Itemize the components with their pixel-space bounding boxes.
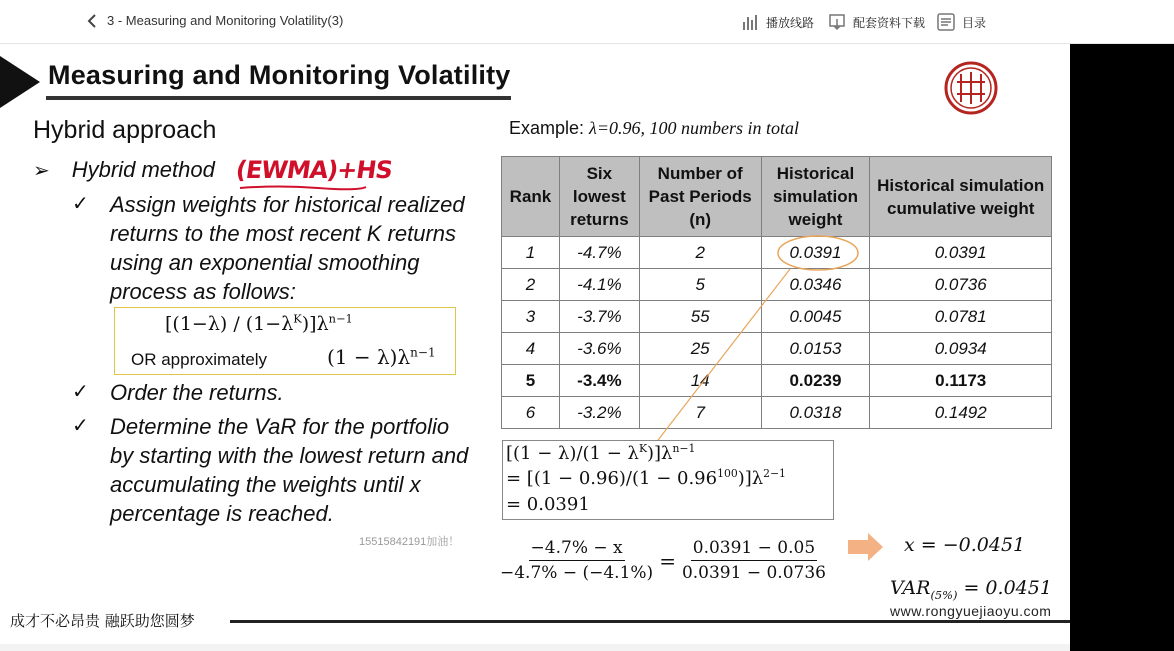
approx-formula: $(1 - \lambda)\lambda^{n-1}$ xyxy=(327,345,436,369)
brand-seal-icon xyxy=(943,60,999,116)
cell-rank: 2 xyxy=(502,269,560,301)
download-materials-button[interactable] xyxy=(827,10,925,34)
interpolation-equation: $\frac{-4.7\% - x}{-4.7\% - (-4.1\%)}$ = $\frac{0.0391 - 0.05}{0.0391 - 0.0736}$ xyxy=(500,538,826,583)
weight-formula: $[(1-\lambda) / (1-\lambda^K)]\lambda^{n-1}$ xyxy=(165,311,353,335)
cell-rank: 4 xyxy=(502,333,560,365)
main-bullet xyxy=(33,157,215,183)
bottom-strip xyxy=(0,644,1070,651)
arrow-bullet-icon: ➢ xyxy=(33,159,50,182)
check-icon: ✓ xyxy=(72,193,89,215)
check-icon: ✓ xyxy=(72,415,89,437)
signal-bars-icon xyxy=(742,13,760,31)
title-arrow-icon xyxy=(0,56,42,108)
slide-title: Measuring and Monitoring Volatility xyxy=(48,60,511,90)
table-header-row xyxy=(502,157,1052,237)
calc-line-substituted: = $[(1 - 0.96)/(1 - 0.96^{100})]\lambda^{2-1}$ xyxy=(506,467,786,489)
download-label: 配套资料下载 xyxy=(853,15,926,30)
cell-weight: 0.0239 xyxy=(761,365,870,397)
back-chevron-icon[interactable] xyxy=(84,11,102,31)
cell-cum-weight: 0.0934 xyxy=(870,333,1052,365)
check-item-text: Order the returns. xyxy=(110,380,284,405)
cell-cum-weight: 0.1492 xyxy=(870,397,1052,429)
or-approximately-label: OR approximately xyxy=(131,350,268,369)
cell-rank: 3 xyxy=(502,301,560,333)
cell-cum-weight: 0.0781 xyxy=(870,301,1052,333)
cell-return: -3.7% xyxy=(559,301,639,333)
cell-weight: 0.0346 xyxy=(761,269,870,301)
cell-periods: 5 xyxy=(639,269,761,301)
video-side-panel xyxy=(1070,44,1174,651)
cell-periods: 14 xyxy=(639,365,761,397)
top-bar xyxy=(0,0,1174,44)
cell-rank: 1 xyxy=(502,237,560,269)
cell-weight: 0.0153 xyxy=(761,333,870,365)
list-icon xyxy=(936,12,956,32)
left-fraction: $\frac{-4.7\% - x}{-4.7\% - (-4.1\%)}$ xyxy=(500,538,654,583)
cell-weight: 0.0391 xyxy=(761,237,870,269)
toc-button[interactable] xyxy=(936,10,986,34)
calc-line-general: $[(1 - \lambda)/(1 - \lambda^K)]\lambda^{n-1}$ xyxy=(506,442,696,464)
right-fraction: $\frac{0.0391 - 0.05}{0.0391 - 0.0736}$ xyxy=(681,538,826,583)
table-row xyxy=(502,333,1052,365)
right-arrow-icon xyxy=(848,531,884,563)
example-label: Example: λ=0.96, 100 numbers in total xyxy=(509,118,799,138)
toc-label: 目录 xyxy=(962,15,987,30)
cell-return: -3.6% xyxy=(559,333,639,365)
slide xyxy=(0,44,1070,644)
section-subtitle: Hybrid approach xyxy=(33,116,217,144)
cell-cum-weight: 0.0391 xyxy=(870,237,1052,269)
watermark-text: 15515842191加油！ xyxy=(359,536,460,548)
website-url: www.rongyuejiaoyu.com xyxy=(890,603,1052,619)
weight-calculation-box xyxy=(502,440,834,520)
x-result: x = −0.0451 xyxy=(904,534,1026,556)
cell-cum-weight: 0.0736 xyxy=(870,269,1052,301)
cell-return: -3.2% xyxy=(559,397,639,429)
cell-rank: 6 xyxy=(502,397,560,429)
header-cum-weight: Historical simulation cumulative weight xyxy=(870,157,1052,237)
table-row xyxy=(502,301,1052,333)
route-label: 播放线路 xyxy=(766,15,815,30)
header-returns: Six lowest returns xyxy=(559,157,639,237)
cell-weight: 0.0318 xyxy=(761,397,870,429)
lesson-title: 3 - Measuring and Monitoring Volatility(3) xyxy=(107,13,344,28)
cell-return: -3.4% xyxy=(559,365,639,397)
header-periods: Number of Past Periods (n) xyxy=(639,157,761,237)
cell-weight: 0.0045 xyxy=(761,301,870,333)
check-icon: ✓ xyxy=(72,381,89,403)
table-row xyxy=(502,397,1052,429)
cell-periods: 2 xyxy=(639,237,761,269)
check-item-text: Determine the VaR for the portfolio by starting with the lowest return and accumulating the weights until x percentage is reached. xyxy=(110,414,469,526)
table-row-highlight xyxy=(502,365,1052,397)
title-underline xyxy=(46,96,511,100)
cell-periods: 55 xyxy=(639,301,761,333)
handwritten-note: (EWMA)+HS xyxy=(234,156,394,184)
cell-return: -4.7% xyxy=(559,237,639,269)
cell-return: -4.1% xyxy=(559,269,639,301)
header-weight: Historical simulation weight xyxy=(761,157,870,237)
calc-line-result: = 0.0391 xyxy=(506,494,590,515)
main-bullet-text: Hybrid method xyxy=(71,157,215,182)
route-button[interactable] xyxy=(742,10,814,34)
check-item-text: Assign weights for historical realized returns to the most recent K returns using an exponential smoothing process as follows: xyxy=(110,192,465,304)
table-row xyxy=(502,269,1052,301)
footer-slogan: 成才不必昂贵 融跃助您圆梦 xyxy=(10,612,195,630)
footer-rule xyxy=(230,620,1070,623)
download-icon xyxy=(827,12,847,32)
weights-table xyxy=(501,156,1052,429)
cell-periods: 25 xyxy=(639,333,761,365)
weight-formula-box xyxy=(114,307,456,375)
header-rank: Rank xyxy=(502,157,560,237)
var-result: $VAR_{(5\%)} = 0.0451$ xyxy=(890,577,1052,602)
highlight-ellipse xyxy=(775,233,861,273)
cell-cum-weight: 0.1173 xyxy=(870,365,1052,397)
cell-rank: 5 xyxy=(502,365,560,397)
cell-periods: 7 xyxy=(639,397,761,429)
